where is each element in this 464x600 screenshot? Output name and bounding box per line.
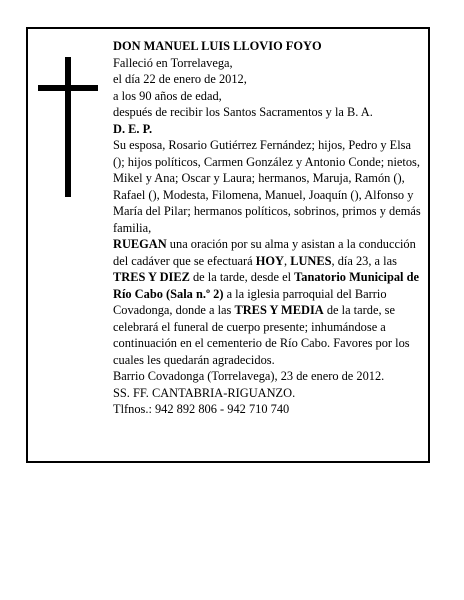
family-paragraph: Su esposa, Rosario Gutiérrez Fernández; hijos, Pedro y Elsa (); hijos políticos, Carmen González y Antonio Conde; nietos, Mikel y Ana; Oscar y Laura; hermanos, Maruja, Ramón (), Rafael (), Modesta, Filomena, Manuel, Joaquín (), Alfonso y María del Pilar; hermanos políticos, sobrinos, primos y demás familia, [113,138,421,235]
cross-horizontal-bar [38,85,98,91]
header-line: el día 22 de enero de 2012, [113,72,247,86]
request-text: , día 23, a las [331,253,397,268]
request-text: de la tarde, se celebrará el funeral de cuerpo presente; inhumándose a continuación en el cementerio de Río Cabo. Favores por los cuales les quedarán agradecidos. [113,303,410,367]
request-bold: Tanatorio Municipal de Río Cabo (Sala n.º 2) [113,270,419,301]
request-paragraph [113,236,423,368]
request-bold: RUEGAN [113,237,167,251]
obituary-text [113,38,423,418]
request-bold: TRES Y MEDIA [234,303,324,317]
request-text: una oración por su alma y asistan a la conducción del cadáver que se efectuará [113,237,416,268]
request-text: a la iglesia parroquial del Barrio Covadonga, donde a las [113,286,387,317]
request-bold: LUNES [290,253,332,268]
deceased-name: DON MANUEL LUIS LLOVIO FOYO [113,39,322,53]
phones: Tlfnos.: 942 892 806 - 942 710 740 [113,402,290,416]
funeral-home: SS. FF. CANTABRIA-RIGUANZO. [113,385,296,400]
header-line: Falleció en Torrelavega, [113,55,233,70]
place-date: Barrio Covadonga (Torrelavega), 23 de enero de 2012. [113,369,385,383]
rip-text: D. E. P. [113,121,153,136]
request-bold: HOY [255,253,284,268]
cross-icon [38,57,98,197]
header-line: a los 90 años de edad, [113,88,222,103]
cross-vertical-bar [65,57,71,197]
request-text: de la tarde, desde el [189,270,295,284]
request-text: , [283,253,291,268]
header-line: después de recibir los Santos Sacramentos y la B. A. [113,105,373,119]
request-bold: TRES Y DIEZ [113,270,190,284]
